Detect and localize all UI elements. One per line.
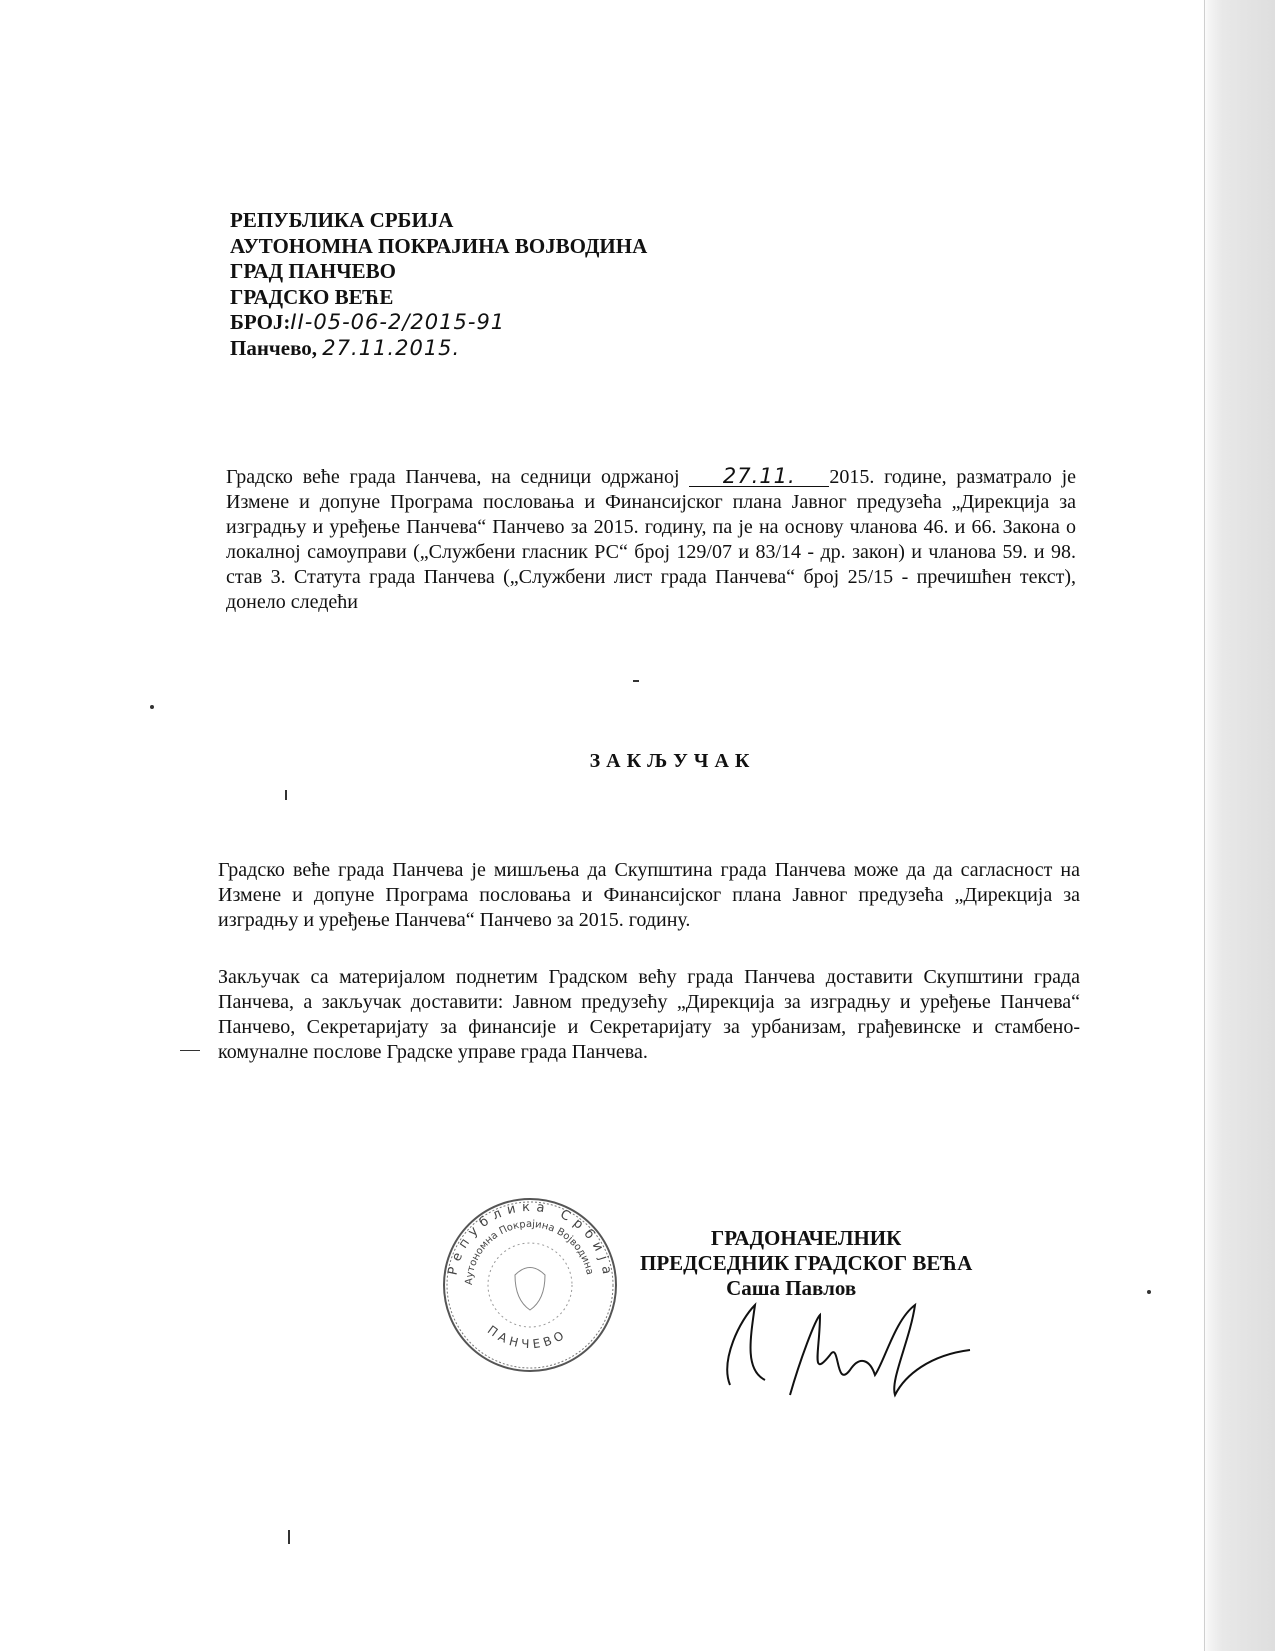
svg-text:ПАНЧЕВО: ПАНЧЕВО: [484, 1322, 570, 1352]
scan-speck: [150, 705, 154, 709]
official-stamp: [440, 1195, 620, 1375]
scan-speck: [288, 1530, 290, 1544]
delivery-paragraph: Закључак са материјалом поднетим Градском већу града Панчева доставити Скупштини града Панчева, а закључак доставити: Јавном предузећу „Дирекција за изградњу и уређење Панчева“ Панчево, Секретаријату за финансије и Секретаријату за урбанизам, грађевинске и стамбено-комуналне послове Градске управе града Панчева.: [218, 966, 1080, 1063]
handwritten-signature: [720, 1300, 980, 1410]
header-line-city: ГРАД ПАНЧЕВО: [230, 259, 396, 283]
place-label: Панчево,: [230, 335, 318, 360]
header-line-council: ГРАДСКО ВЕЋЕ: [230, 284, 394, 309]
date-value: 27.11.2015.: [322, 335, 461, 360]
number-value: II-05-06-2/2015-91: [290, 310, 506, 334]
number-label: БРОЈ:: [230, 310, 291, 334]
intro-before-date: Градско веће града Панчева, на седници одржаној: [226, 466, 680, 488]
signature-block: [640, 1226, 972, 1301]
session-date: 27.11.: [722, 464, 796, 488]
scan-speck: [285, 790, 287, 800]
signatory-name: Саша Павлов: [726, 1276, 857, 1300]
session-date-field: [689, 464, 829, 488]
header-line-republic: РЕПУБЛИКА СРБИЈА: [230, 208, 454, 232]
document-date: [230, 336, 647, 362]
intro-paragraph: [226, 465, 1076, 615]
document-title: ЗАКЉУЧАК: [589, 750, 756, 772]
scan-edge: [1203, 0, 1275, 1651]
signatory-title-president: ПРЕДСЕДНИК ГРАДСКОГ ВЕЋА: [640, 1251, 973, 1275]
document-number: [230, 310, 647, 336]
scan-speck: [180, 1050, 200, 1051]
scan-edge-line: [1204, 0, 1205, 1651]
intro-after-date: 2015. године, разматрало је Измене и допуне Програма пословања и Финансијског плана Јавног предузећа „Дирекција за изградњу и уређење Панчева“ Панчево за 2015. годину, па је на основу чланова 46. и 66. Закона о локалној самоуправи („Службени гласник РС“ број 129/07 и 83/14 - др. закон) и чланова 59. и 98. став 3. Статута града Панчева („Службени лист града Панчева“ број 25/15 - пречишћен текст), донело следећи: [226, 466, 1077, 613]
conclusion-paragraph: Градско веће града Панчева је мишљења да Скупштина града Панчева може да да сагласност на Измене и допуне Програма пословања и Финансијског плана Јавног предузећа „Дирекција за изградњу и уређење Панчева“ Панчево за 2015. годину.: [218, 859, 1080, 931]
signatory-title-mayor: ГРАДОНАЧЕЛНИК: [710, 1226, 902, 1250]
header-line-province: АУТОНОМНА ПОКРАЈИНА ВОЈВОДИНА: [230, 233, 648, 258]
document-header: [230, 208, 647, 361]
svg-text:Република Србија: Република Србија: [445, 1199, 616, 1282]
svg-text:Аутономна Покрајина Војводина: Аутономна Покрајина Војводина: [463, 1218, 596, 1286]
scan-speck: [633, 680, 639, 682]
scan-speck: [1147, 1290, 1151, 1294]
